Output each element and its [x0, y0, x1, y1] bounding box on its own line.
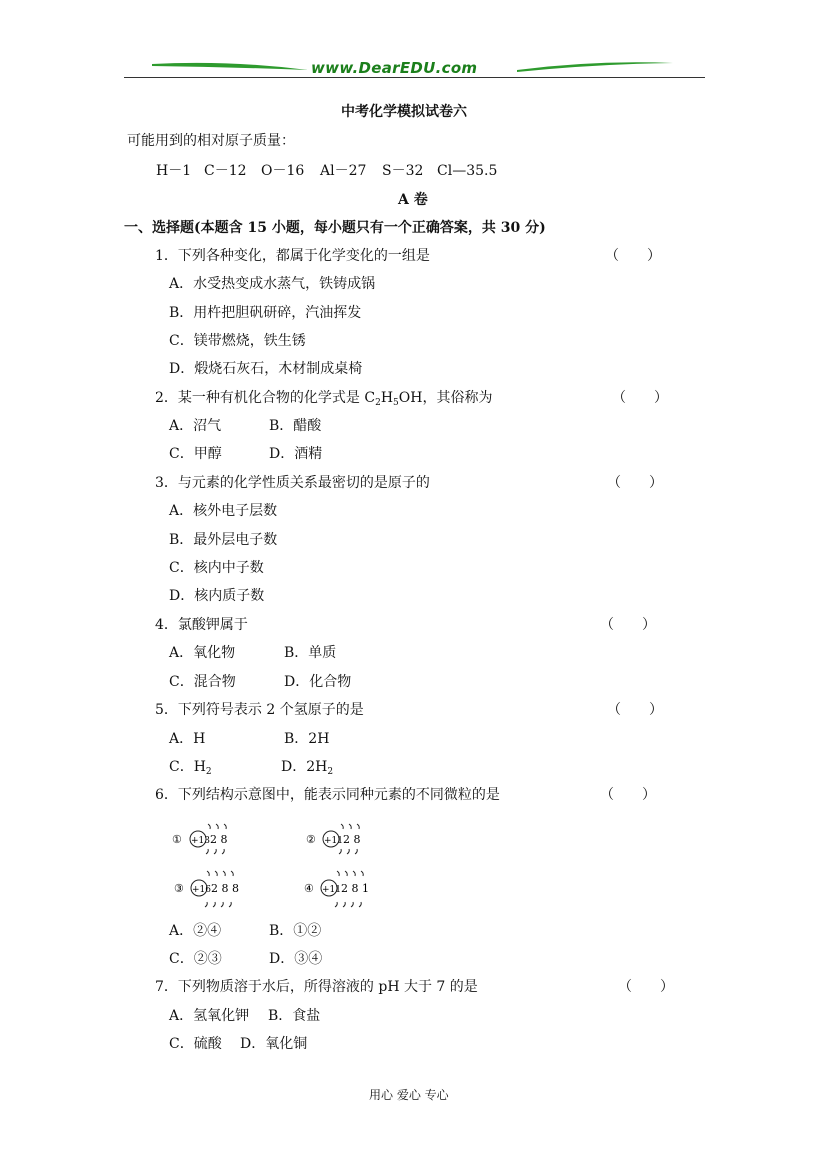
svg-text:2 8 8: 2 8 8 — [211, 882, 239, 895]
q4-option-a: A．氧化物 — [169, 645, 236, 661]
q1-option-d: D．煅烧石灰石，木材制成桌椅 — [169, 361, 363, 377]
svg-text:2 8 1: 2 8 1 — [341, 882, 369, 895]
atomic-mass-item: H－1 — [156, 163, 192, 179]
q5-option-b: B．2H — [284, 731, 330, 747]
header-swoosh-left — [150, 58, 310, 76]
q7-option-b: B．食盐 — [268, 1008, 321, 1024]
q4-option-d: D．化合物 — [284, 674, 352, 690]
atom-diagram-1 — [172, 824, 228, 854]
svg-text:+16: +16 — [192, 885, 211, 895]
svg-text:2 8: 2 8 — [210, 833, 228, 846]
atom-diagram-3 — [174, 871, 239, 907]
question-3-stem: 3．与元素的化学性质关系最密切的是原子的 — [155, 475, 430, 491]
answer-blank-5[interactable]: （ ） — [607, 702, 663, 718]
q3-option-c: C．核内中子数 — [169, 560, 264, 576]
q5-option-d: D．$2H_2$ — [281, 759, 334, 777]
svg-text:+11: +11 — [322, 885, 341, 895]
header-rule — [124, 77, 705, 78]
atomic-mass-item: O－16 — [261, 163, 305, 179]
q3-option-b: B．最外层电子数 — [169, 532, 278, 548]
q6-option-b: B．①② — [269, 923, 322, 939]
atomic-mass-item: Cl—35.5 — [437, 163, 498, 179]
page-title: 中考化学模拟试卷六 — [341, 104, 467, 120]
question-5-stem: 5．下列符号表示 2 个氢原子的是 — [155, 702, 364, 718]
q2-option-b: B．醋酸 — [269, 418, 322, 434]
q4-option-b: B．单质 — [284, 645, 337, 661]
atom-structure-diagrams — [170, 812, 390, 916]
q7-option-d: D．氧化铜 — [240, 1036, 308, 1052]
answer-blank-3[interactable]: （ ） — [607, 475, 663, 491]
answer-blank-7[interactable]: （ ） — [618, 979, 674, 995]
header-swoosh-right — [515, 58, 675, 76]
question-1-stem: 1．下列各种变化，都属于化学变化的一组是 — [155, 248, 430, 264]
answer-blank-1[interactable]: （ ） — [605, 248, 661, 264]
q6-option-d: D．③④ — [269, 951, 323, 967]
q2-option-c: C．甲醇 — [169, 446, 222, 462]
q1-option-b: B．用杵把胆矾研碎，汽油挥发 — [169, 305, 362, 321]
q1-option-c: C．镁带燃烧，铁生锈 — [169, 333, 306, 349]
question-6-stem: 6．下列结构示意图中，能表示同种元素的不同微粒的是 — [155, 787, 500, 803]
question-7-stem: 7．下列物质溶于水后，所得溶液的 pH 大于 7 的是 — [155, 979, 478, 995]
q7-option-a: A．氢氧化钾 — [169, 1008, 250, 1024]
atomic-mass-item: S－32 — [382, 163, 424, 179]
q7-option-c: C．硫酸 — [169, 1036, 222, 1052]
svg-text:①: ① — [172, 833, 182, 846]
header-brand: www.DearEDU.com — [311, 59, 478, 77]
q6-option-c: C．②③ — [169, 951, 222, 967]
q6-option-a: A．②④ — [169, 923, 222, 939]
answer-blank-4[interactable]: （ ） — [600, 617, 656, 633]
q3-option-a: A．核外电子层数 — [169, 503, 278, 519]
svg-text:④: ④ — [304, 882, 314, 895]
atomic-mass-item: Al－27 — [320, 163, 367, 179]
volume-label: A 卷 — [398, 192, 428, 208]
svg-text:+11: +11 — [324, 836, 343, 846]
q5-option-a: A．H — [169, 731, 206, 747]
q2-option-a: A．沼气 — [169, 418, 222, 434]
svg-text:+13: +13 — [191, 836, 210, 846]
q1-option-a: A．水受热变成水蒸气，铁铸成锅 — [169, 276, 376, 292]
q3-option-d: D．核内质子数 — [169, 588, 265, 604]
answer-blank-6[interactable]: （ ） — [600, 787, 656, 803]
answer-blank-2[interactable]: （ ） — [612, 390, 668, 406]
atom-diagram-4 — [304, 871, 369, 907]
section-title: 一、选择题(本题含 15 小题，每小题只有一个正确答案，共 30 分) — [124, 220, 546, 236]
atomic-mass-intro: 可能用到的相对原子质量： — [127, 133, 295, 149]
atomic-mass-item: C－12 — [204, 163, 247, 179]
q5-option-c: C．$H_2$ — [169, 759, 212, 777]
svg-text:2 8: 2 8 — [343, 833, 361, 846]
page-footer: 用心 爱心 专心 — [369, 1088, 449, 1102]
q2-option-d: D．酒精 — [269, 446, 323, 462]
svg-text:③: ③ — [174, 882, 184, 895]
atom-diagram-2 — [306, 824, 361, 854]
q4-option-c: C．混合物 — [169, 674, 236, 690]
question-2-stem: 2．某一种有机化合物的化学式是 $C_2H_5OH$，其俗称为 — [155, 390, 493, 408]
question-4-stem: 4．氯酸钾属于 — [155, 617, 248, 633]
svg-text:②: ② — [306, 833, 316, 846]
